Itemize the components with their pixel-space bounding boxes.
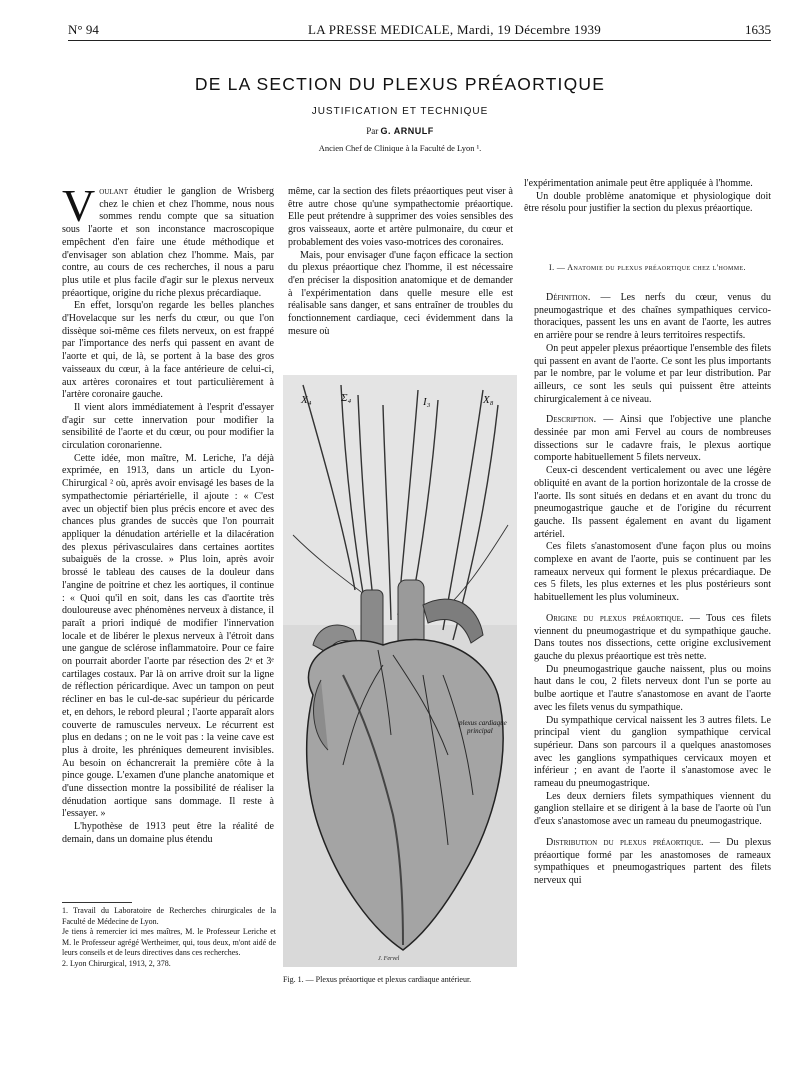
figure-label: X₈ — [483, 394, 494, 406]
author-prefix: Par — [366, 126, 379, 136]
paragraph: — Ainsi que l'objective une planche dessinée par mon ami Fervel au cours de nombreuses dissections sur le cadavre frais, le plexus aortique comporte habituellement 5 filets nerveux. — [534, 414, 771, 464]
paragraph: L'hypothèse de 1913 peut être la réalité de demain, dans un domaine plus étendu — [62, 821, 274, 845]
paragraph: — Tous ces filets viennent du pneumogastrique et du sympathique gauche. Dans toutes nos dissections, cette origine exclusivement gauche du plexus préaortique est très nette. — [534, 612, 771, 662]
paragraph: étudier le ganglion de Wrisberg chez le chien et chez l'homme, nous nous sommes rendu compte que sa situation sous l'aorte et son inconstance macroscopique empêchent d'en faire une étude méthodique et d'envisager son ablation chez l'homme. Mais, par contre, au cours de ces recherches, il nous a paru plus utile et plus facile d'agir sur le plexus nerveux préaortique, origine du riche plexus précardiaque. — [62, 186, 274, 299]
heart-drawing — [283, 375, 517, 967]
paragraph: Cette idée, mon maître, M. Leriche, l'a déjà exprimée, en 1913, dans un article du Lyon-Chirurgical ² où, après avoir envisagé les bases de la sympathectomie périartérielle, il ajoute : « C'est avec un objectif bien plus précis encore et avec des chances plus grandes de succès que l'on pourrait appliquer la dénudation artérielle et la dilacération des plexus périvasculaires dans certaines aortites subaiguës de la crosse. » Plus loin, après avoir brossé le tableau des causes de la douleur dans l'angine de poitrine et chez les aortiques, il continue : « Quoi qu'il en soit, dans les cas d'aortite très douloureuse avec phénomènes nerveux à distance, il paraît a priori indiqué de modifier l'innervation locale et de libérer le plexus nerveux à l'étroit dans une gangue de sclérose inflammatoire. Pour ce faire on pourrait aborder l'aorte par résection des 2ᵉ et 3ᵉ cartilages costaux. Par là on arrive droit sur la ligne de réflection péricardique. Avec un tampon on peut récliner en bas le cul-de-sac supérieur du péricarde et, en dehors, le rebord pleural ; l'aorte apparaît alors couverte de ramuscules nerveux. Le récurrent est plus en dedans ; on ne le voit pas : la veine cave est plus à droite, les phréniques demeurent invisibles. Au besoin on échancrerait la première côte à la pince gouge. L'examen d'une planche anatomique et d'une dissection montre la possibilité de réaliser la dénudation aortique sans dommage. Il reste à l'essayer. » — [62, 452, 274, 820]
lead-word: oulant — [99, 186, 129, 197]
column-3 — [534, 292, 771, 1080]
page-number: 1635 — [745, 22, 771, 37]
figure-heart-illustration — [283, 375, 517, 967]
footnote: 1. Travail du Laboratoire de Recherches chirurgicales de la Faculté de Médecine de Lyon. — [62, 906, 276, 926]
run-in-heading: Définition. — [546, 292, 591, 303]
annotation-plexus: principal — [467, 727, 493, 735]
section-heading — [524, 262, 771, 273]
paragraph: Du sympathique cervical naissent les 3 autres filets. Le principal vient du ganglion sympathique cervical supérieur. Dans son parcours il a quelques anastomoses avec les ganglions sympathiques cervicaux moyen et inférieur ; en avant de l'aorte il s'anastomose avec le rameau du pneumogastrique. — [534, 714, 771, 790]
paragraph: En effet, lorsqu'on regarde les belles planches d'Hovelacque sur les nerfs du cœur, ou que l'on dissèque soi-même ces filets nerveux, on est frappé par l'importance des nerfs qui passent en avant de l'aorte et qui, de là, se portent à la base des gros vaisseaux du cœur, à la face antérieure de celui-ci, aux artères coronaires et tout particulièrement à l'artère coronaire gauche. — [62, 300, 274, 401]
column-2 — [288, 186, 513, 361]
paragraph: même, car la section des filets préaortiques peut viser à être autre chose qu'une sympathectomie préaortique. Elle peut prétendre à supprimer des voies sensibles des gros vaisseaux, aorte et artère pulmonaire, du cœur et probablement des voies vaso-motrices des coronaires. — [288, 186, 513, 248]
footnote: Je tiens à remercier ici mes maîtres, M. le Professeur Leriche et M. le Professeur agrégé Wertheimer, qui, tous deux, m'ont aidé de leurs conseils et de leurs directives dans ces recherches. — [62, 927, 276, 957]
running-header — [68, 20, 771, 41]
column-3-top — [524, 178, 771, 253]
article-title: DE LA SECTION DU PLEXUS PRÉAORTIQUE — [194, 74, 606, 94]
author-affiliation: Ancien Chef de Clinique à la Faculté de Lyon ¹. — [318, 143, 482, 153]
paragraph: Ceux-ci descendent verticalement ou avec une légère obliquité en avant de la portion horizontale de la crosse de l'aorte. Ils sont situés en dedans et en avant du tronc du pneumogastrique gauche et de l'origine du récurrent gauche. Ils passent également en avant du ligament artériel. — [534, 465, 771, 540]
run-in-heading: Distribution du plexus préaortique. — [546, 836, 704, 848]
figure-label: X₄ — [301, 394, 312, 406]
article-subtitle: JUSTIFICATION ET TECHNIQUE — [311, 106, 489, 117]
footnote: 2. Lyon Chirurgical, 1913, 2, 378. — [62, 958, 171, 968]
paragraph: — Les nerfs du cœur, venus du pneumogastrique et des chaînes sympathiques cervico-thoraciques, passent les uns en avant de l'aorte, les autres en arrière pour se rendre à leurs territoires respectifs. — [534, 292, 771, 342]
paragraph: Ces filets s'anastomosent d'une façon plus ou moins complexe en avant de l'aorte, puis se continuent par les rameaux nerveux qui forment le plexus précardiaque. De ces 5 filets, les plus externes et les plus postérieurs sont habituellement les plus volumineux. — [534, 541, 771, 604]
author-line — [0, 126, 800, 136]
footnote-rule — [62, 902, 132, 903]
paragraph: Du pneumogastrique gauche naissent, plus ou moins haut dans le cou, 2 filets nerveux dont l'un se porte au bulbe aortique et l'autre s'anastomose en avant de l'aorte avec les filets venus du sympathique. — [534, 663, 771, 713]
paragraph: Il vient alors immédiatement à l'esprit d'essayer d'agir sur cette innervation pour modifier la sensibilité de l'aorte et du cœur, ou pour modifier la circulation coronarienne. — [62, 401, 274, 452]
paragraph: On peut appeler plexus préaortique l'ensemble des filets qui passent en avant de l'aorte. Ce sont les plus importants par le nombre, par le volume et par leur distribution. Par ailleurs, ce sont les seuls qui puissent être atteints chirurgicalement à ce niveau. — [534, 342, 771, 405]
author-name: G. ARNULF — [380, 126, 434, 136]
paragraph: — Du plexus préaortique formé par les anastomoses de rameaux sympathiques et pneumogastriques partent des filets nerveux qui — [534, 836, 771, 886]
footnotes — [62, 906, 276, 969]
artist-signature: J. Fervel — [378, 956, 400, 962]
run-in-heading: Origine du plexus préaortique. — [546, 612, 684, 624]
figure-label: I₃ — [423, 396, 431, 408]
issue-number: N° 94 — [68, 22, 99, 37]
figure-caption: Fig. 1. — Plexus préaortique et plexus cardiaque antérieur. — [283, 975, 472, 984]
drop-cap: V — [62, 186, 96, 231]
paragraph: l'expérimentation animale peut être appliquée à l'homme. — [524, 178, 753, 189]
section-heading-text: I. — Anatomie du plexus préaortique chez l'homme. — [549, 263, 746, 272]
figure-label: Σ₄ — [341, 392, 352, 404]
run-in-heading: Description. — [546, 414, 597, 426]
annotation-plexus: plexus cardiaque — [459, 719, 507, 727]
paragraph: Un double problème anatomique et physiologique doit être résolu pour justifier la section du plexus préaortique. — [524, 190, 771, 215]
paragraph: Les deux derniers filets sympathiques viennent du ganglion stellaire et se dirigent à la base de l'aorte où l'un d'eux s'anastomose avec un rameau du pneumogastrique. — [534, 790, 771, 828]
paragraph: Mais, pour envisager d'une façon efficace la section du plexus préaortique chez l'homme, il est nécessaire d'en préciser la disposition anatomique et de demander à l'expérimentation dans quelle mesure elle est réalisable sans danger, et sans entraîner de troubles du fonctionnement cardiaque, ceci évidemment dans la mesure où — [288, 249, 513, 337]
journal-date: LA PRESSE MEDICALE, Mardi, 19 Décembre 1939 — [308, 22, 602, 37]
column-1 — [62, 186, 274, 894]
